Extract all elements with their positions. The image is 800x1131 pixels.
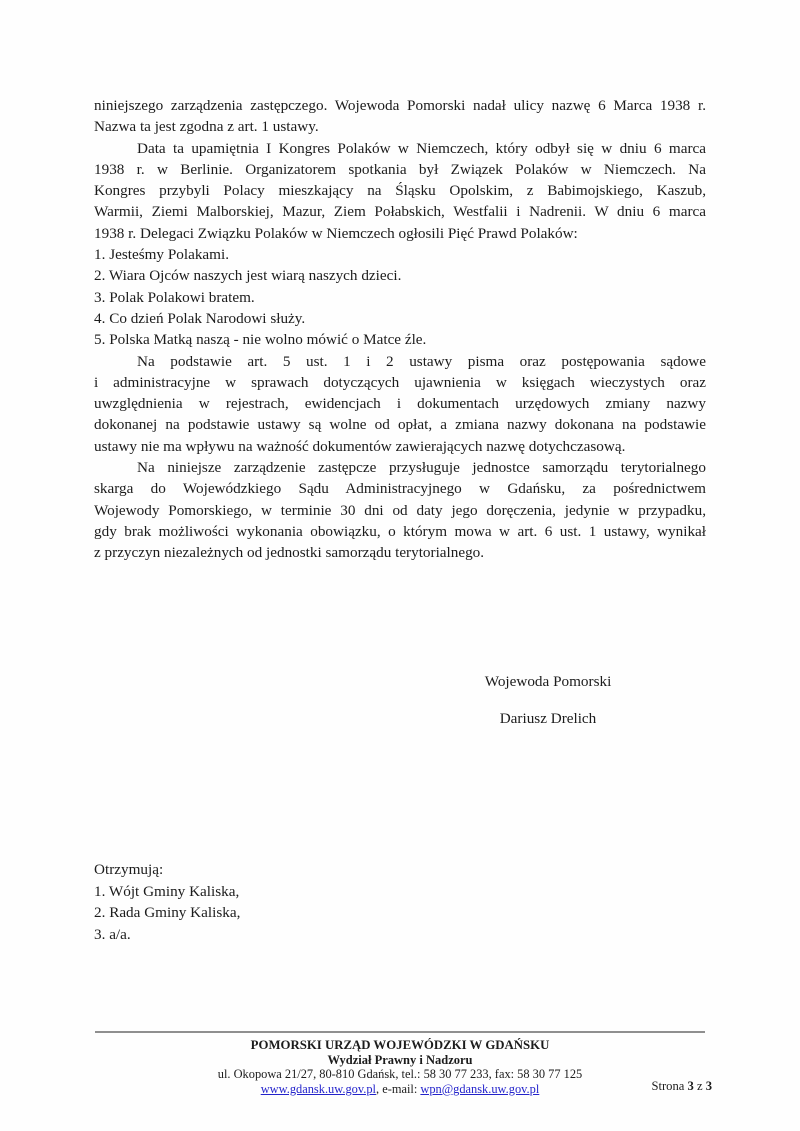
list-item: 4. Co dzień Polak Narodowi służy.: [94, 309, 306, 327]
page-number-total: 3: [705, 1079, 712, 1093]
text-line: niniejszego zarządzenia zastępczego. Wojewoda Pomorski nadał ulicy nazwę 6 Marca 1938 r.: [94, 97, 706, 114]
paragraph: [94, 138, 706, 244]
text-line: Nazwa ta jest zgodna z art. 1 ustawy.: [94, 118, 319, 136]
text-line: i administracyjne w sprawach dotyczących ujawnienia w księgach wieczystych oraz: [94, 373, 706, 391]
recipients-heading: Otrzymują:: [94, 861, 164, 878]
text-line: Data ta upamiętnia I Kongres Polaków w Niemczech, który odbył się w dniu 6 marca: [137, 139, 706, 157]
list-item: 1. Jesteśmy Polakami.: [94, 246, 229, 264]
text-line: skarga do Wojewódzkiego Sądu Administracyjnego w Gdańsku, za pośrednictwem: [94, 480, 706, 498]
page-number: [651, 1079, 712, 1094]
text-line: Na podstawie art. 5 ust. 1 i 2 ustawy pisma oraz postępowania sądowe: [137, 352, 706, 370]
paragraph: [94, 95, 706, 138]
text-line: ustawy nie ma wpływu na ważność dokumentów zawierających nazwę dotychczasową.: [94, 437, 626, 455]
page-number-prefix: Strona: [651, 1079, 685, 1093]
paragraph: [94, 351, 706, 457]
footer-org-name: POMORSKI URZĄD WOJEWÓDZKI W GDAŃSKU: [250, 1038, 550, 1052]
footer-email-label: , e-mail:: [376, 1081, 421, 1096]
list-item: 5. Polska Matką naszą - nie wolno mówić o Matce źle.: [94, 331, 427, 349]
footer-email-link[interactable]: wpn@gdansk.uw.gov.pl: [420, 1081, 540, 1096]
list-item: 2. Wiara Ojców naszych jest wiarą naszych dzieci.: [94, 267, 402, 285]
text-line: Wojewody Pomorskiego, w terminie 30 dni od daty jego doręczenia, jedynie w przypadku,: [94, 501, 706, 519]
numbered-list: [94, 244, 706, 350]
text-line: gdy brak możliwości wykonania obowiązku, o którym mowa w art. 6 ust. 1 ustawy, wynikał: [94, 522, 706, 540]
recipients-block: [94, 859, 240, 946]
text-line: dokonanej na podstawie ustawy są wolne od opłat, a zmiana nazwy dokonana na podstawie: [94, 416, 706, 434]
footer-website-link[interactable]: www.gdansk.uw.gov.pl: [260, 1081, 376, 1096]
text-line: uwzględnienia w rejestrach, ewidencjach i dokumentach urzędowych zmiany nazwy: [94, 395, 706, 413]
paragraph: [94, 457, 706, 563]
document-body: [94, 95, 706, 564]
signature-block: [448, 671, 648, 729]
text-line: Na niniejsze zarządzenie zastępcze przysługuje jednostce samorządu terytorialnego: [137, 459, 706, 477]
text-line: Warmii, Ziemi Malborskiej, Mazur, Ziem Połabskich, Westfalii i Nadrenii. W dniu 6 marca: [94, 203, 706, 221]
text-line: 1938 r. Delegaci Związku Polaków w Niemczech ogłosili Pięć Prawd Polaków:: [94, 224, 578, 242]
list-item: 3. Polak Polakowi bratem.: [94, 288, 255, 306]
footer-divider: [95, 1031, 705, 1033]
page-number-separator: z: [696, 1079, 703, 1093]
signature-role: Wojewoda Pomorski: [484, 673, 612, 690]
text-line: 1938 r. w Berlinie. Organizatorem spotkania był Związek Polaków w Niemczech. Na: [94, 160, 706, 178]
page-number-current: 3: [687, 1079, 694, 1093]
recipient-item: 1. Wójt Gminy Kaliska,: [94, 882, 240, 900]
signature-name: Dariusz Drelich: [499, 710, 597, 727]
recipient-item: 2. Rada Gminy Kaliska,: [94, 904, 241, 922]
text-line: z przyczyn niezależnych od jednostki samorządu terytorialnego.: [94, 544, 485, 562]
footer-address: ul. Okopowa 21/27, 80-810 Gdańsk, tel.: 58 30 77 233, fax: 58 30 77 125: [217, 1067, 583, 1082]
text-line: Kongres przybyli Polacy mieszkający na Śląsku Opolskim, z Babimojskiego, Kaszub,: [94, 182, 706, 200]
recipients-list: [94, 881, 240, 946]
footer-department: Wydział Prawny i Nadzoru: [327, 1052, 473, 1067]
recipient-item: 3. a/a.: [94, 926, 131, 944]
